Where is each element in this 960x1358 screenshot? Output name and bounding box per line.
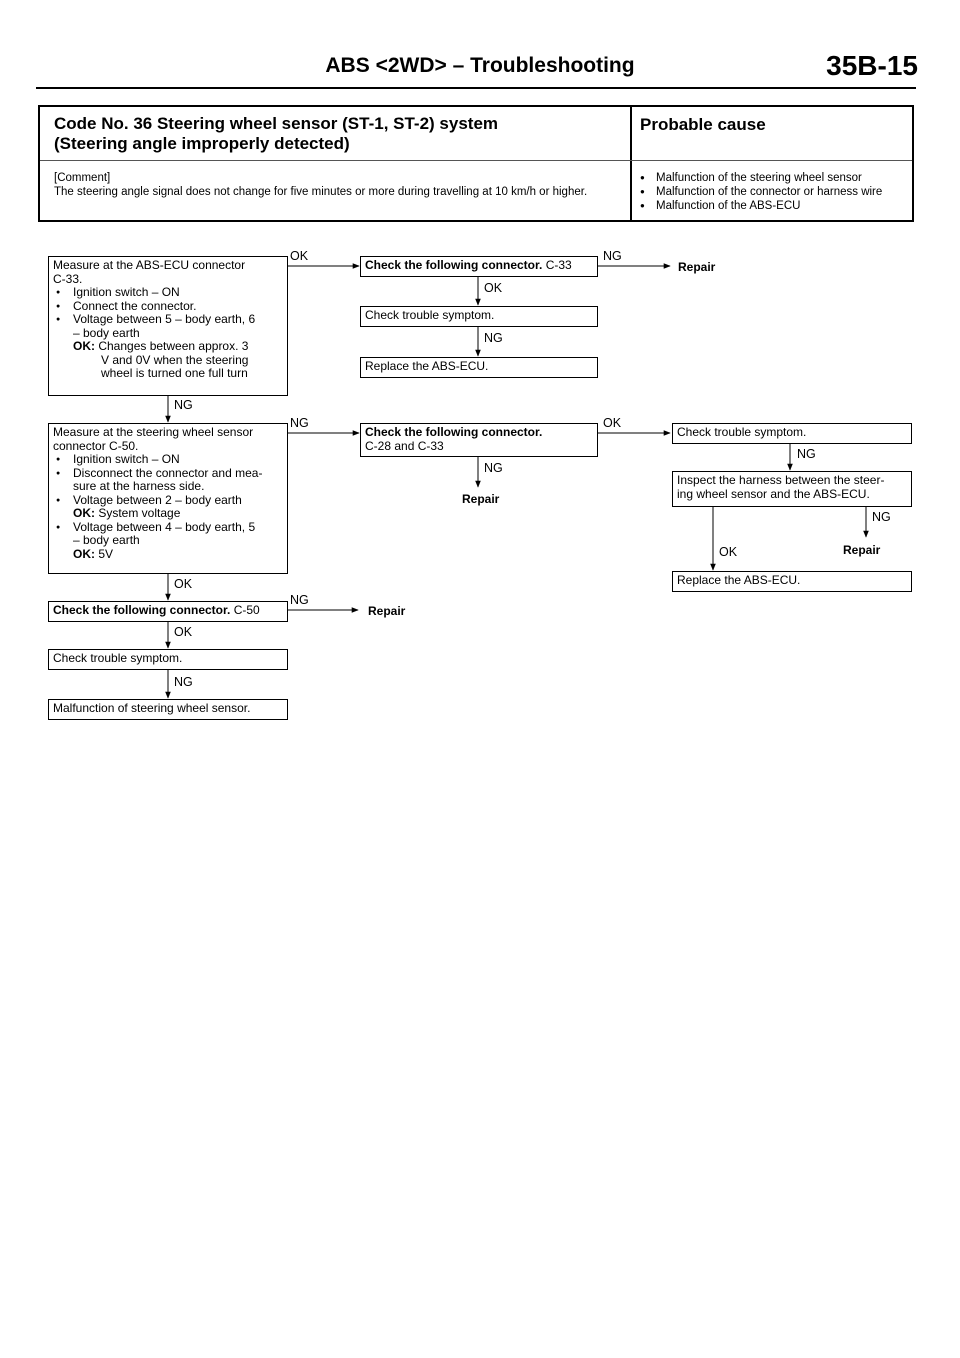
replace-abs-ecu-box — [672, 571, 912, 592]
ok-text: wheel is turned one full turn — [101, 366, 248, 380]
check-trouble-symptom-box — [672, 423, 912, 444]
label-ok: OK — [290, 249, 309, 263]
step-item: ● Voltage between 2 – body earth — [53, 494, 283, 508]
label-ng: NG — [174, 675, 193, 689]
page-title: ABS <2WD> – Troubleshooting — [325, 54, 635, 77]
ok-text: Changes between approx. 3 — [98, 339, 249, 353]
label-ok: OK — [174, 577, 193, 591]
step-item: ● Ignition switch – ON — [53, 286, 283, 300]
check-connector-c50-box — [48, 601, 288, 622]
label-repair: Repair — [678, 260, 716, 274]
label-ng: NG — [290, 593, 309, 607]
cause-item: ● Malfunction of the ABS-ECU — [640, 199, 908, 213]
step-list — [53, 521, 283, 535]
label-ng: NG — [174, 398, 193, 412]
label-ok: OK — [484, 281, 503, 295]
page-number: 35B-15 — [826, 50, 918, 81]
ok-criteria — [53, 507, 283, 521]
box-text: Measure at the steering wheel sensor — [53, 425, 254, 439]
step-list — [53, 494, 283, 508]
ok-text: V and 0V when the steering — [101, 352, 249, 367]
label-ok: OK — [719, 545, 738, 559]
box-text-bold: Check the following connector. — [53, 603, 231, 617]
measure-abs-ecu-connector-box — [48, 256, 288, 396]
comment-text: The steering angle signal does not change for five minutes or more during travelling at 10 km/h or higher. — [54, 186, 588, 198]
label-ok: OK — [603, 416, 622, 430]
label-ng: NG — [484, 331, 503, 345]
step-item: ● Voltage between 5 – body earth, 6 — [53, 313, 283, 327]
check-trouble-symptom-box — [48, 649, 288, 670]
check-trouble-symptom-box — [360, 306, 598, 327]
label-ng: NG — [872, 510, 891, 524]
check-connector-c28-c33-box — [360, 423, 598, 457]
box-text: Check trouble symptom. — [365, 308, 495, 322]
box-text: Measure at the ABS-ECU connector — [53, 258, 246, 272]
box-text: C-50 — [230, 603, 260, 617]
label-repair: Repair — [843, 543, 881, 557]
box-text: Replace the ABS-ECU. — [365, 359, 489, 373]
step-item: ● Ignition switch – ON — [53, 453, 283, 467]
label-ng: NG — [797, 447, 816, 461]
box-text: ing wheel sensor and the ABS-ECU. — [677, 486, 870, 501]
ok-key: OK: — [73, 506, 95, 520]
step-list — [53, 286, 283, 327]
box-text: C-28 and C-33 — [365, 438, 444, 453]
box-text: Replace the ABS-ECU. — [677, 573, 801, 587]
steering-sensor-malfunction-box — [48, 699, 288, 720]
box-text-bold: Check the following connector. — [365, 258, 543, 272]
box-text: connector C-50. — [53, 438, 139, 453]
ok-key: OK: — [73, 546, 95, 561]
step-item: ● Voltage between 4 – body earth, 5 — [53, 521, 283, 535]
code-title-line2: (Steering angle improperly detected) — [54, 134, 350, 153]
ok-text: 5V — [98, 546, 114, 561]
ok-key: OK: — [73, 339, 95, 353]
box-text: Check trouble symptom. — [677, 425, 807, 439]
label-repair: Repair — [462, 492, 500, 506]
step-item: ● Disconnect the connector and mea- — [53, 467, 283, 481]
measure-steering-sensor-connector-box — [48, 423, 288, 574]
label-ng: NG — [484, 461, 503, 475]
box-text: Inspect the harness between the steer- — [677, 473, 885, 487]
step-list — [53, 453, 283, 480]
step-item-cont: – body earth — [73, 533, 140, 547]
label-ng: NG — [290, 416, 309, 430]
box-text: Check trouble symptom. — [53, 651, 183, 665]
replace-abs-ecu-box — [360, 357, 598, 378]
cause-item: ● Malfunction of the steering wheel sensor — [640, 171, 908, 185]
ok-criteria — [53, 548, 283, 562]
step-item: ● Connect the connector. — [53, 300, 283, 314]
box-text: Malfunction of steering wheel sensor. — [53, 701, 251, 715]
label-ng: NG — [603, 249, 622, 263]
probable-cause-heading: Probable cause — [640, 115, 766, 134]
label-repair: Repair — [368, 604, 406, 618]
check-connector-c33-box — [360, 256, 598, 277]
ok-criteria — [53, 340, 283, 354]
step-item-cont: – body earth — [73, 325, 140, 340]
box-text: C-33 — [542, 258, 572, 272]
box-text: C-33. — [53, 271, 83, 286]
box-text-bold: Check the following connector. — [365, 425, 543, 439]
inspect-harness-box — [672, 471, 912, 507]
cause-item: ● Malfunction of the connector or harness wire — [640, 185, 908, 199]
comment-heading: [Comment] — [54, 172, 111, 184]
ok-text: System voltage — [98, 506, 181, 520]
step-item-cont: sure at the harness side. — [73, 479, 205, 493]
code-title-line1: Code No. 36 Steering wheel sensor (ST-1, ST-2) system — [54, 114, 499, 133]
label-ok: OK — [174, 625, 193, 639]
